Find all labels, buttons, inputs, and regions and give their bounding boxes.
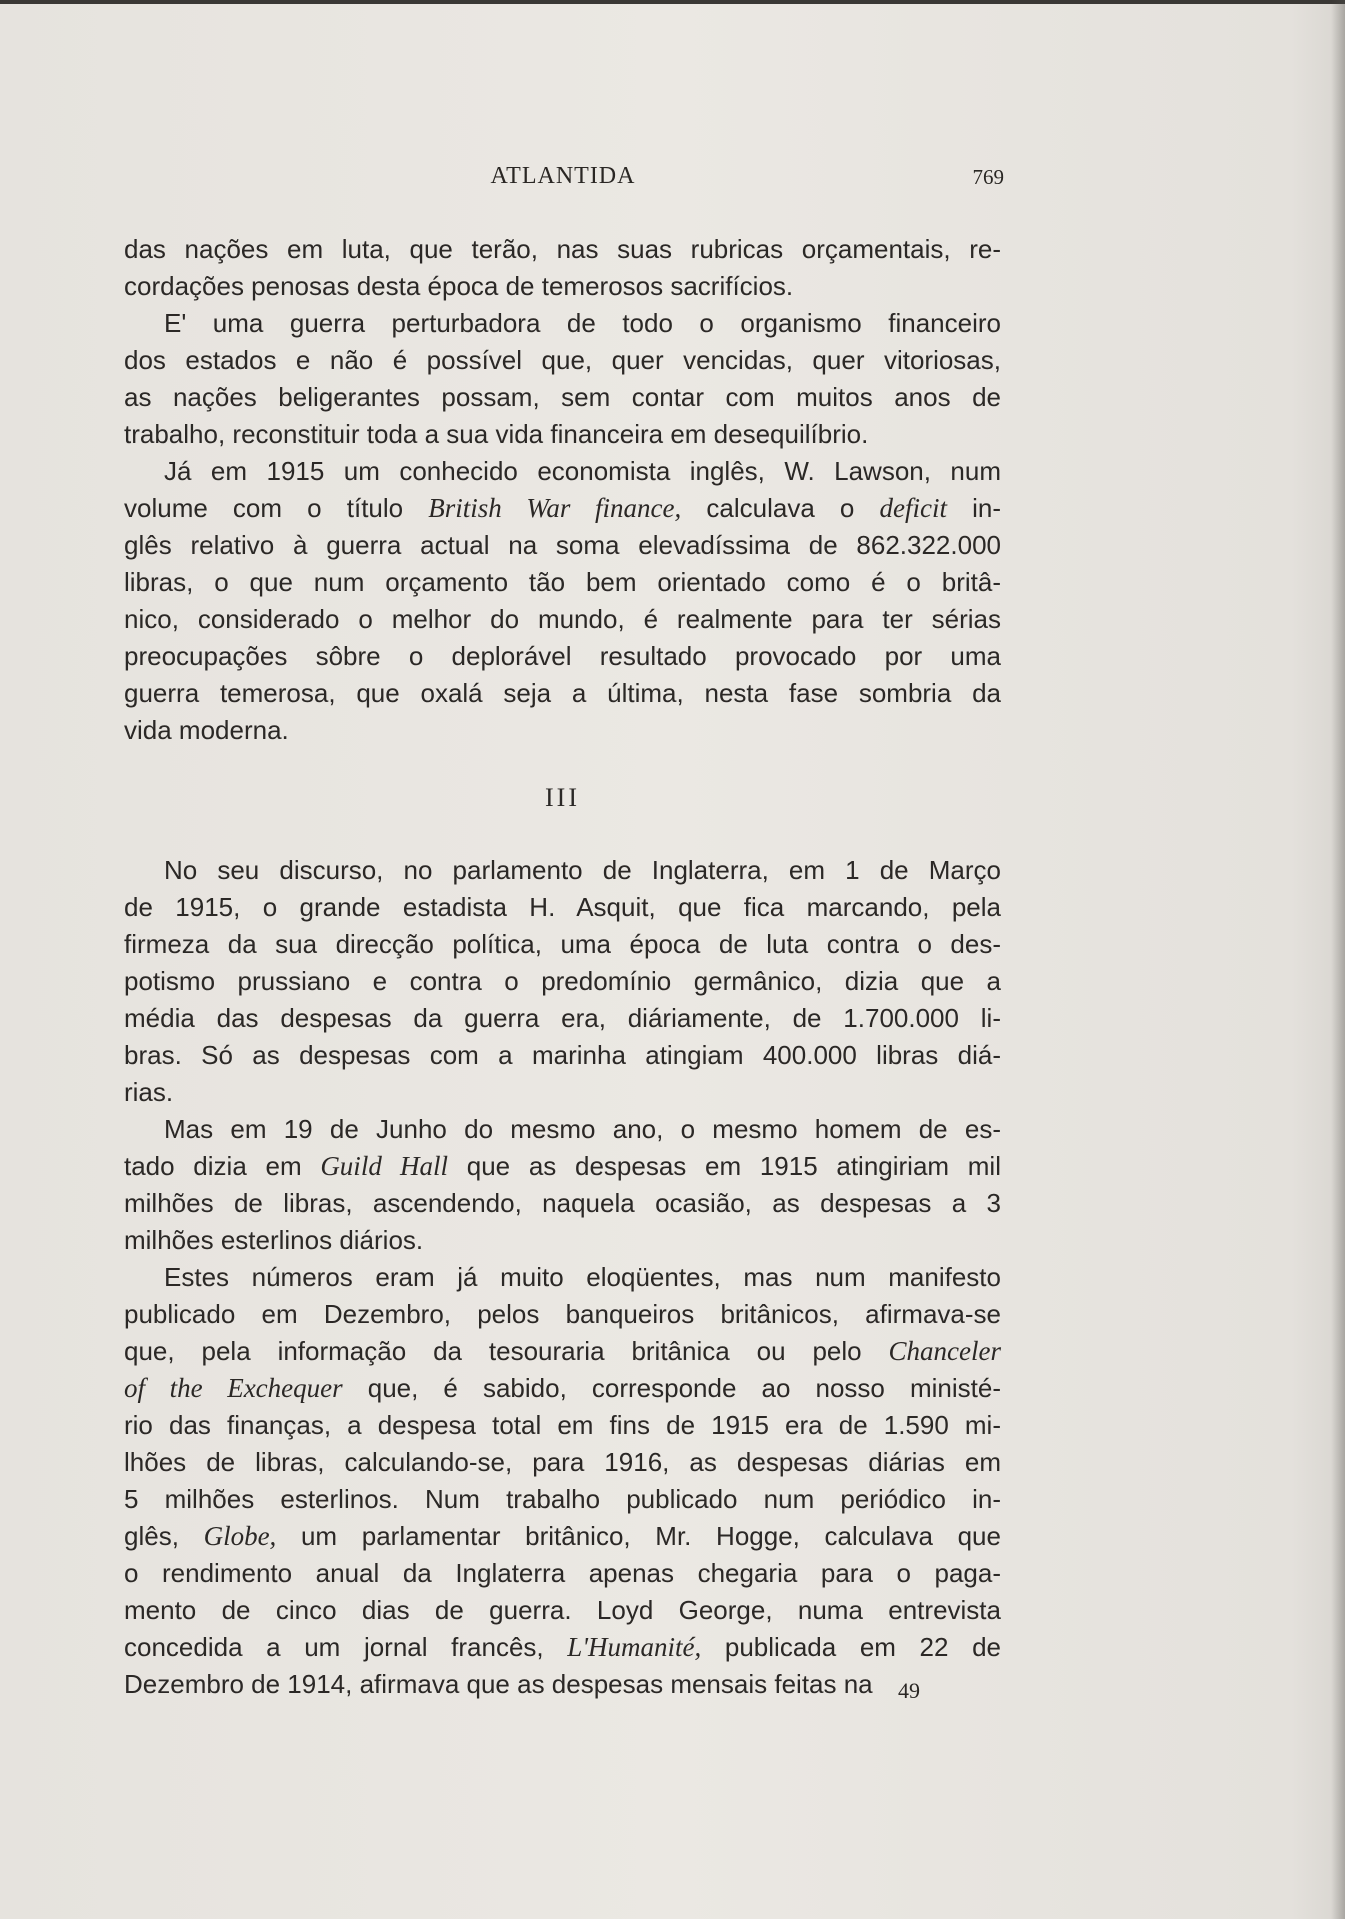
text-line: glês, Globe, um parlamentar britânico, Mr. Hogge, calculava que — [124, 1521, 1001, 1551]
text-line: firmeza da sua direcção política, uma época de luta contra o des- — [124, 929, 1001, 959]
text-line: preocupações sôbre o deplorável resultado provocado por uma — [124, 641, 1001, 671]
text-line: publicado em Dezembro, pelos banqueiros britânicos, afirmava-se — [124, 1299, 1001, 1329]
text-line: 5 milhões esterlinos. Num trabalho publicado num periódico in- — [124, 1484, 1001, 1514]
text-line: milhões esterlinos diários. — [124, 1225, 424, 1255]
text-line: volume com o título British War finance, calculava o deficit in- — [124, 493, 1001, 523]
section-spacer — [124, 816, 1001, 852]
scan-right-shadow — [1331, 0, 1345, 1919]
text-line: vida moderna. — [124, 715, 289, 745]
text-line: o rendimento anual da Inglaterra apenas chegaria para o paga- — [124, 1558, 1001, 1588]
body-text — [124, 231, 1001, 1703]
text-line: Mas em 19 de Junho do mesmo ano, o mesmo homem de es- — [164, 1114, 1001, 1144]
page-number: 769 — [972, 165, 1004, 189]
signature-mark: 49 — [898, 1678, 920, 1703]
text-line: potismo prussiano e contra o predomínio germânico, dizia que a — [124, 966, 1001, 996]
text-line: lhões de libras, calculando-se, para 1916, as despesas diárias em — [124, 1447, 1001, 1477]
scan-top-edge — [0, 0, 1345, 4]
text-line: Dezembro de 1914, afirmava que as despesas mensais feitas na — [124, 1669, 873, 1699]
text-line: guerra temerosa, que oxalá seja a última, nesta fase sombria da — [124, 678, 1001, 708]
text-line: dos estados e não é possível que, quer vencidas, quer vitoriosas, — [124, 345, 1001, 375]
text-line: Estes números eram já muito eloqüentes, mas num manifesto — [164, 1262, 1001, 1292]
text-line: rio das finanças, a despesa total em fins de 1915 era de 1.590 mi- — [124, 1410, 1001, 1440]
text-line: rias. — [124, 1077, 174, 1107]
text-line: mento de cinco dias de guerra. Loyd George, numa entrevista — [124, 1595, 1001, 1625]
text-line: bras. Só as despesas com a marinha atingiam 400.000 libras diá- — [124, 1040, 1001, 1070]
text-line: No seu discurso, no parlamento de Inglaterra, em 1 de Março — [164, 855, 1001, 885]
text-line: média das despesas da guerra era, diáriamente, de 1.700.000 li- — [124, 1003, 1001, 1033]
text-line: libras, o que num orçamento tão bem orientado como é o britâ- — [124, 567, 1001, 597]
text-line: as nações beligerantes possam, sem contar com muitos anos de — [124, 382, 1001, 412]
text-line: E' uma guerra perturbadora de todo o organismo financeiro — [164, 308, 1001, 338]
text-line: milhões de libras, ascendendo, naquela ocasião, as despesas a 3 — [124, 1188, 1001, 1218]
text-line: das nações em luta, que terão, nas suas rubricas orçamentais, re- — [124, 234, 1001, 264]
running-header — [122, 163, 1004, 197]
text-line: de 1915, o grande estadista H. Asquit, que fica marcando, pela — [124, 892, 1001, 922]
text-line: Já em 1915 um conhecido economista inglês, W. Lawson, num — [164, 456, 1001, 486]
journal-title: ATLANTIDA — [490, 163, 636, 189]
text-line: que, pela informação da tesouraria britânica ou pelo Chanceler — [124, 1336, 1001, 1366]
text-line: cordações penosas desta época de temerosos sacrifícios. — [124, 271, 794, 301]
text-line: glês relativo à guerra actual na soma elevadíssima de 862.322.000 — [124, 530, 1001, 560]
text-line: concedida a um jornal francês, L'Humanité, publicada em 22 de — [124, 1632, 1001, 1662]
text-line: of the Exchequer que, é sabido, corresponde ao nosso ministé- — [124, 1373, 1001, 1403]
text-line: nico, considerado o melhor do mundo, é realmente para ter sérias — [124, 604, 1001, 634]
text-line: trabalho, reconstituir toda a sua vida financeira em desequilíbrio. — [124, 419, 869, 449]
text-line: tado dizia em Guild Hall que as despesas em 1915 atingiriam mil — [124, 1151, 1001, 1181]
section-heading: III — [545, 783, 580, 812]
section-spacer — [124, 749, 1001, 779]
